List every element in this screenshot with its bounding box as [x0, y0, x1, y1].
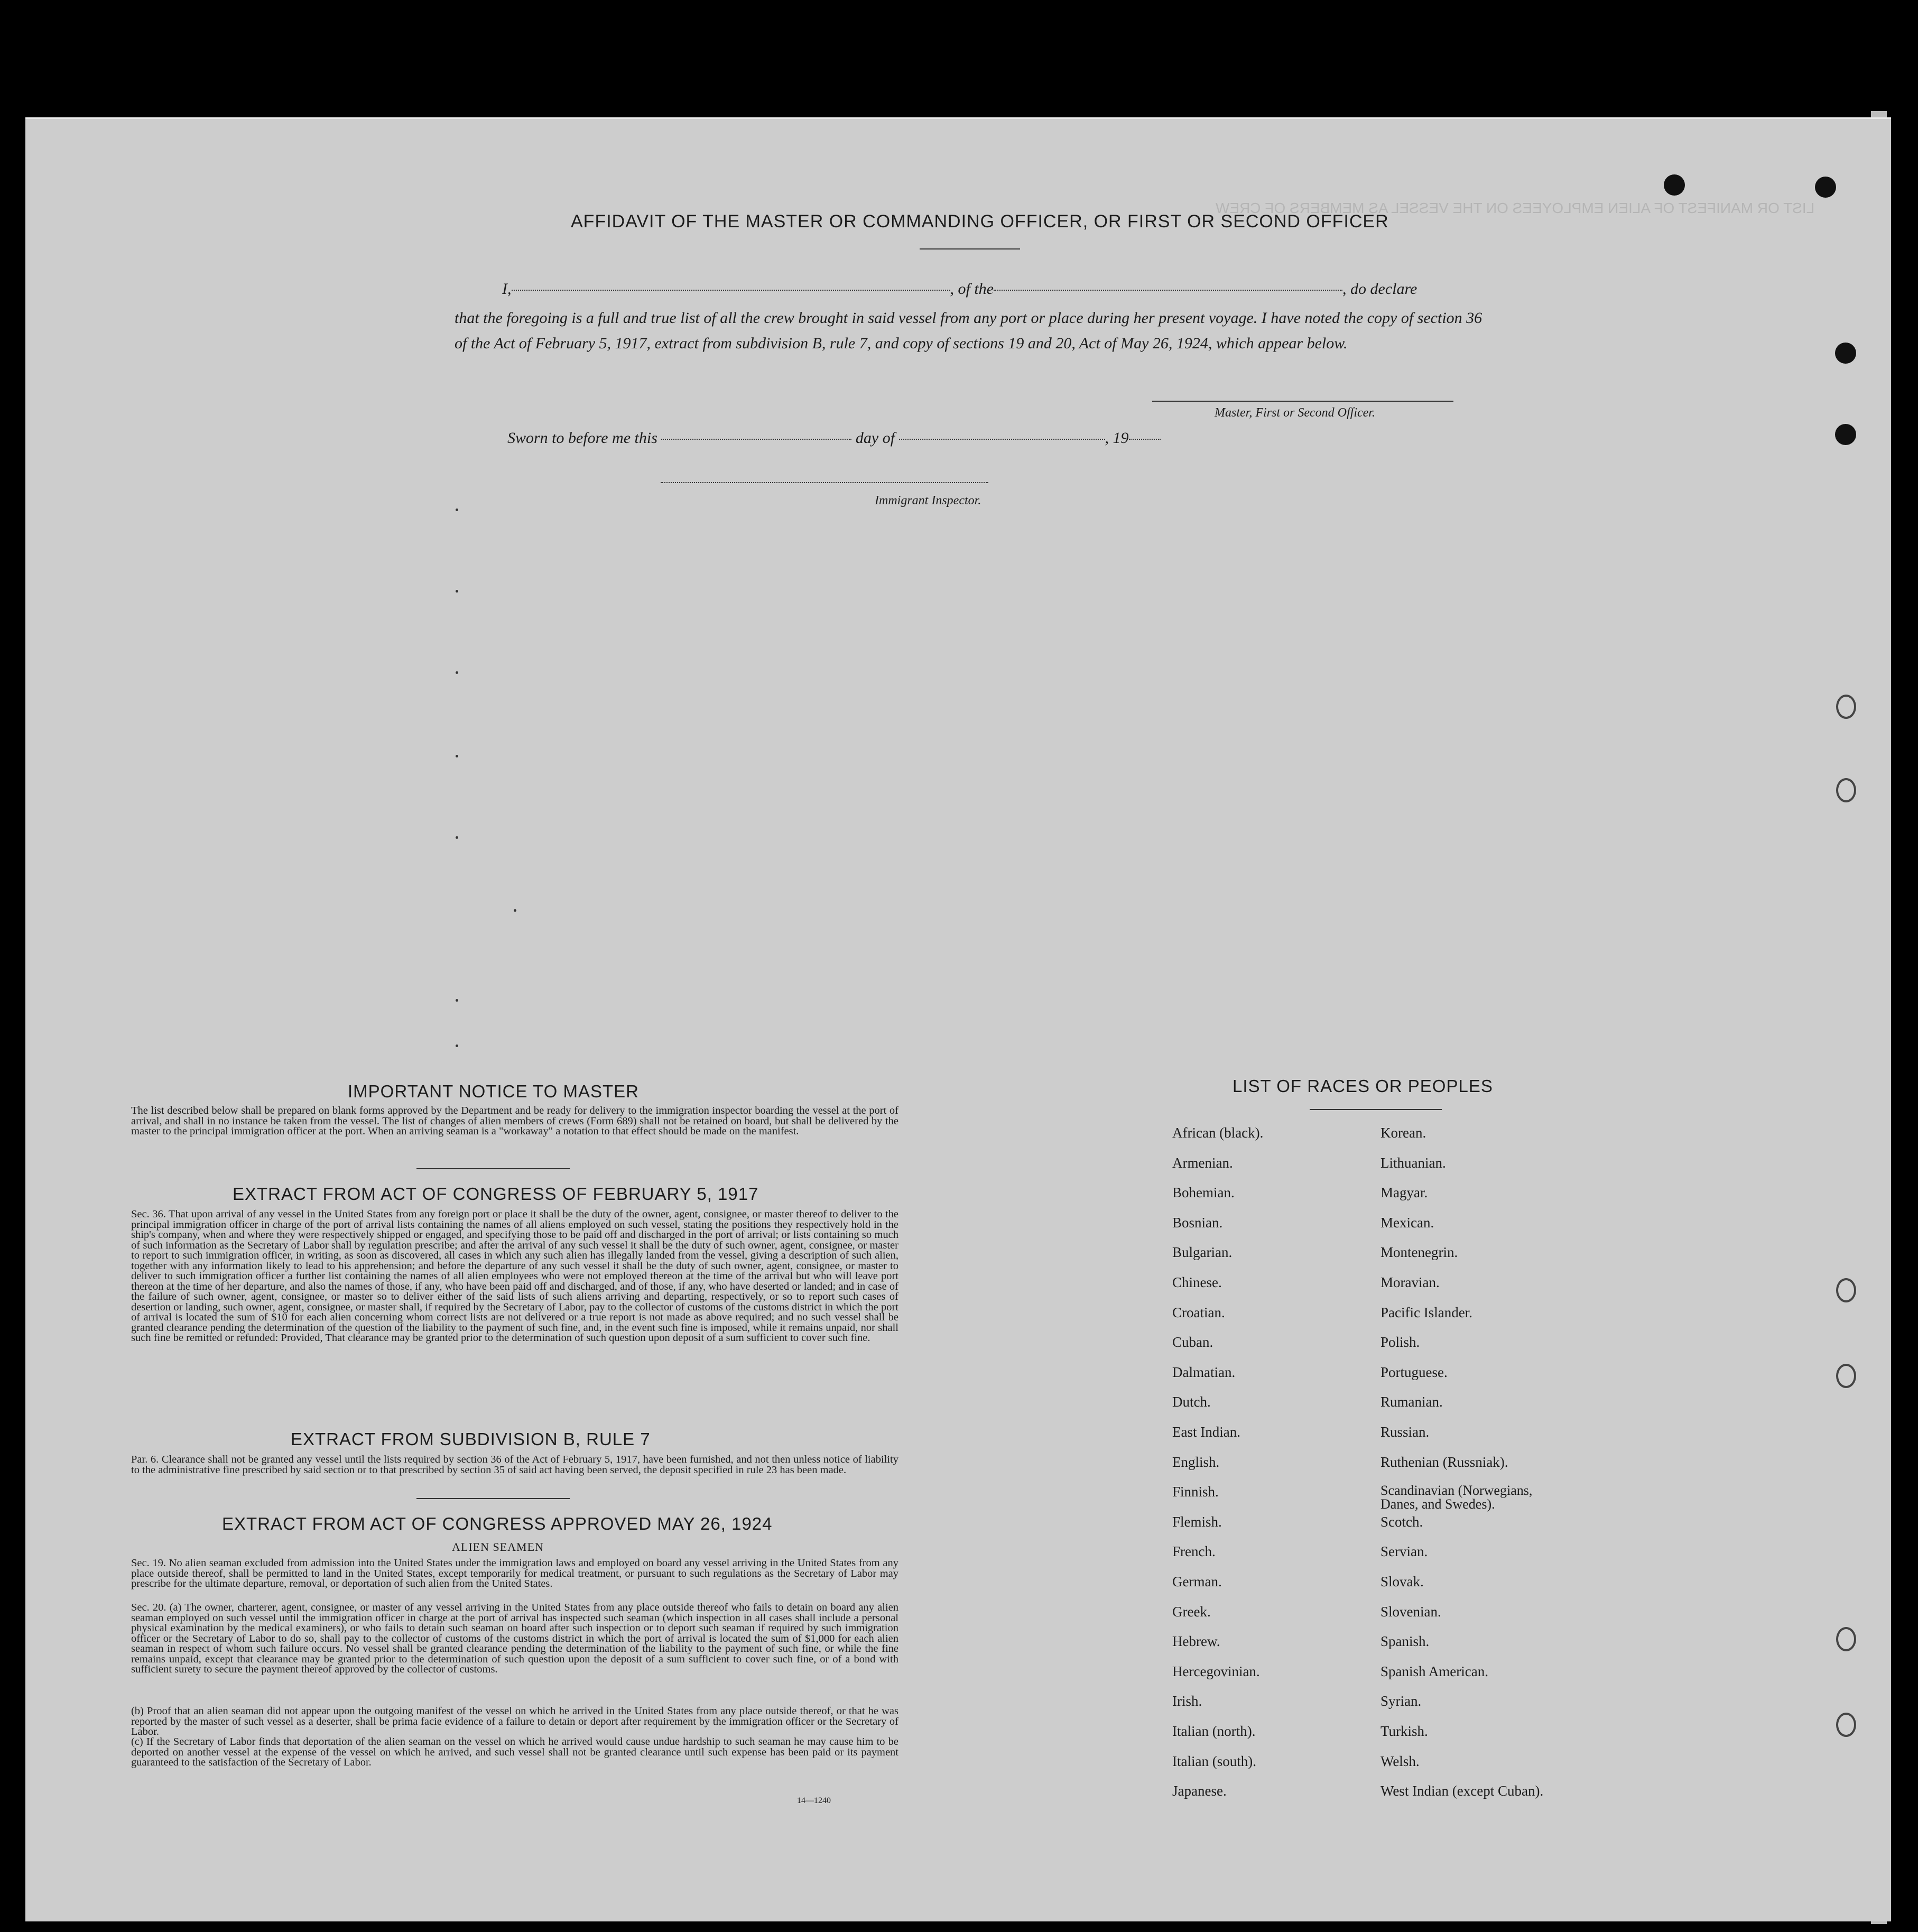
race-item: English.: [1172, 1454, 1220, 1470]
signature-caption: Master, First or Second Officer.: [1215, 406, 1375, 420]
race-item: Japanese.: [1172, 1783, 1227, 1799]
race-item: Spanish.: [1380, 1633, 1430, 1650]
race-item: Servian.: [1380, 1543, 1428, 1560]
ink-dot: [456, 1044, 458, 1047]
ink-dot: [514, 909, 516, 912]
extract-rule7-text: Par. 6. Clearance shall not be granted any vessel until the lists required by section 36 of the Act of February 5, 1917, have been furnished, and not then unless notice of liability to the administrative fine prescribed by said section or to that prescribed by section 35 of said act having been served, the deposit specified in rule 23 has been made.: [131, 1454, 898, 1476]
of-the-label: , of the: [950, 280, 994, 298]
inspector-caption: Immigrant Inspector.: [875, 494, 981, 507]
race-item: Finnish.: [1172, 1484, 1219, 1500]
divider: [416, 1498, 570, 1499]
vessel-name-field[interactable]: [994, 290, 1342, 291]
sec-20c-text: (c) If the Secretary of Labor finds that deportation of the alien seaman on the vessel on which he arrived would cause undue hardship to such seaman he may cause him to be deported on another vessel at the expense of the vessel on which he arrived, and such vessel shall not be granted clearance until such expense has been paid or its payment guaranteed to the satisfaction of the Secretary of Labor.: [131, 1736, 898, 1768]
race-item: East Indian.: [1172, 1424, 1240, 1440]
race-item: Pacific Islander.: [1380, 1304, 1472, 1320]
notice-text: The list described below shall be prepared on blank forms approved by the Department and be ready for delivery to the immigration inspector boarding the vessel at the port of arrival, and shall in no instance be taken from the vessel. The list of changes of alien members of crews (Form 689) shall not be retained on board, but shall be delivered by the master to the principal immigration officer at the port. When an arriving seaman is a "workaway" a notation to that effect should be made on the manifest.: [131, 1105, 898, 1137]
punch-hole: [1836, 1627, 1856, 1651]
declarant-name-field[interactable]: [512, 290, 950, 291]
sworn-prefix: Sworn to before me this: [507, 429, 657, 447]
race-item: Scandinavian (Norwegians, Danes, and Swedes).: [1380, 1483, 1533, 1512]
race-item: Korean.: [1380, 1125, 1426, 1141]
race-item: Portuguese.: [1380, 1364, 1448, 1380]
race-item: Chinese.: [1172, 1274, 1222, 1290]
sworn-year-field[interactable]: [1129, 439, 1161, 440]
race-item: Cuban.: [1172, 1334, 1213, 1351]
race-item: Lithuanian.: [1380, 1154, 1446, 1171]
race-item: Mexican.: [1380, 1214, 1434, 1231]
ink-dot: [456, 836, 458, 839]
extract-rule7-heading: EXTRACT FROM SUBDIVISION B, RULE 7: [291, 1429, 651, 1449]
race-item: Hebrew.: [1172, 1633, 1220, 1650]
race-item: Croatian.: [1172, 1304, 1225, 1320]
sec-20b-text: (b) Proof that an alien seaman did not appear upon the outgoing manifest of the vessel on which he arrived in the United States from any place outside thereof, or that he was reported by the master of such vessel as a deserter, shall be prima facie evidence of a failure to detain or deport after requirement by the immigration officer or the Secretary of Labor.: [131, 1705, 898, 1737]
race-item: Dalmatian.: [1172, 1364, 1236, 1380]
do-declare-label: , do declare: [1342, 280, 1417, 298]
punch-hole: [1836, 1713, 1856, 1737]
race-item: Turkish.: [1380, 1723, 1428, 1739]
race-item: Irish.: [1172, 1693, 1202, 1709]
race-item: Ruthenian (Russniak).: [1380, 1454, 1508, 1470]
punch-hole: [1835, 424, 1856, 445]
affidavit-first-line: [502, 280, 1417, 298]
race-item: Polish.: [1380, 1334, 1420, 1351]
race-item: Armenian.: [1172, 1154, 1233, 1171]
sworn-line: [507, 429, 1161, 447]
race-item: Russian.: [1380, 1424, 1430, 1440]
declarant-i: I,: [502, 280, 512, 298]
punch-hole: [1836, 778, 1856, 802]
sworn-month-field[interactable]: [899, 439, 1105, 440]
race-item: Syrian.: [1380, 1693, 1422, 1709]
notice-heading: IMPORTANT NOTICE TO MASTER: [348, 1081, 640, 1101]
punch-hole: [1836, 1364, 1856, 1388]
race-item: Flemish.: [1172, 1513, 1222, 1530]
sec-19-text: Sec. 19. No alien seaman excluded from admission into the United States under the immigration laws and employed on board any vessel arriving in the United States from any place outside thereof, shall be permitted to land in the United States, except temporarily for medical treatment, or pursuant to such regulations as the Secretary of Labor may prescribe for the ultimate departure, removal, or deportation of such alien from the United States.: [131, 1557, 898, 1589]
sworn-day-label: day of: [855, 429, 895, 447]
bleedthrough-text: LIST OR MANIFEST OF ALIEN EMPLOYEES ON THE VESSEL AS MEMBERS OF CREW: [1216, 200, 1815, 216]
race-item: Slovenian.: [1380, 1603, 1441, 1620]
race-item: African (black).: [1172, 1125, 1264, 1141]
divider: [1310, 1109, 1442, 1110]
race-item: West Indian (except Cuban).: [1380, 1783, 1544, 1799]
extract-1917-heading: EXTRACT FROM ACT OF CONGRESS OF FEBRUARY 5, 1917: [233, 1184, 759, 1204]
race-item: Bohemian.: [1172, 1185, 1235, 1201]
race-item: Italian (north).: [1172, 1723, 1256, 1739]
sec-20a-text: Sec. 20. (a) The owner, charterer, agent, consignee, or master of any vessel arriving in the United States from any place outside thereof who fails to detain on board any alien seaman employed on such vessel until the immigration officer in charge at the port of arrival has inspected such seaman (which inspection in all cases shall include a personal physical examination by the medical examiners), or who fails to detain such seaman on board after such inspection or to deport such seaman if required by such immigration officer or the Secretary of Labor to do so, shall pay to the collector of customs of the customs district in which the port of arrival is located the sum of $1,000 for each alien seaman in respect of whom such failure occurs. No vessel shall be granted clearance pending the determination of the liability to the payment of such fine, or while the fine remains unpaid, except that clearance may be granted prior to the determination of such question upon the deposit of a sum sufficient to cover such fine, or of a bond with sufficient surety to secure the payment thereof approved by the collector of customs.: [131, 1602, 898, 1675]
race-item: Italian (south).: [1172, 1753, 1256, 1769]
punch-hole: [1664, 174, 1685, 196]
race-item: Bosnian.: [1172, 1214, 1223, 1231]
race-item: Bulgarian.: [1172, 1244, 1233, 1261]
affidavit-heading: AFFIDAVIT OF THE MASTER OR COMMANDING OFFICER, OR FIRST OR SECOND OFFICER: [571, 211, 1389, 232]
affidavit-declaration: that the foregoing is a full and true list of all the crew brought in said vessel from any port or place during her present voyage. I have noted the copy of section 36 of the Act of February 5, 1917, extract from subdivision B, rule 7, and copy of sections 19 and 20, Act of May 26, 1924, which appear below.: [455, 309, 1482, 352]
sworn-day-field[interactable]: [661, 439, 851, 440]
race-item: Spanish American.: [1380, 1663, 1488, 1679]
race-item: Slovak.: [1380, 1574, 1424, 1589]
race-item: Montenegrin.: [1380, 1244, 1458, 1261]
ink-dot: [456, 999, 458, 1002]
punch-hole: [1815, 177, 1836, 198]
races-heading: LIST OF RACES OR PEOPLES: [1233, 1076, 1493, 1096]
inspector-signature-line: [661, 482, 988, 483]
form-number: 14—1240: [797, 1796, 831, 1805]
race-item: Moravian.: [1380, 1274, 1440, 1290]
race-item: Greek.: [1172, 1603, 1211, 1620]
race-item: French.: [1172, 1543, 1216, 1560]
signature-line: [1152, 401, 1453, 402]
ink-dot: [456, 590, 458, 593]
race-item: Magyar.: [1380, 1185, 1428, 1201]
race-item: Dutch.: [1172, 1394, 1211, 1410]
extract-1924-heading: EXTRACT FROM ACT OF CONGRESS APPROVED MAY 26, 1924: [222, 1514, 773, 1533]
punch-hole: [1836, 695, 1856, 719]
divider: [416, 1168, 570, 1169]
punch-hole: [1835, 343, 1856, 364]
race-item: Rumanian.: [1380, 1394, 1443, 1410]
ink-dot: [456, 755, 458, 757]
alien-seamen-subheading: ALIEN SEAMEN: [452, 1540, 544, 1554]
race-item: Welsh.: [1380, 1753, 1420, 1769]
race-item: German.: [1172, 1574, 1222, 1589]
divider: [920, 248, 1020, 249]
race-item: Hercegovinian.: [1172, 1663, 1260, 1679]
sworn-year-label: , 19: [1105, 429, 1129, 447]
punch-hole: [1836, 1278, 1856, 1302]
race-item: Scotch.: [1380, 1513, 1423, 1530]
ink-dot: [456, 671, 458, 674]
ink-dot: [456, 509, 458, 511]
extract-1917-text: Sec. 36. That upon arrival of any vessel in the United States from any foreign port or place it shall be the duty of the owner, agent, consignee, or master thereof to deliver to the principal immigration officer in charge of the port of arrival lists containing the names of all aliens employed on such vessel, stating the positions they respectively hold in the ship's company, when and where they were respectively shipped or engaged, and specifying those to be paid off and discharged in the port of arrival; or lists containing so much of such information as the Secretary of Labor shall by regulation prescribe; and after the arrival of any such vessel it shall be the duty of such owner, agent, consignee, or master to report to such immigration officer, in writing, as soon as discovered, all cases in which any such alien has illegally landed from the vessel, giving a description of such alien, together with any information likely to lead to his apprehension; and before the departure of any such vessel it shall be the duty of such owner, agent, consignee, or master to deliver to such immigration officer a further list containing the names of all alien employees who were not employed thereon at the time of the arrival but who will leave port thereon at the time of her departure, and also the names of those, if any, who have been paid off and discharged, and of those, if any, who have deserted or landed; and in case of the failure of such owner, agent, consignee, or master so to deliver either of the said lists of such aliens arriving and departing, respectively, or so to report such cases of desertion or landing, such owner, agent, consignee, or master shall, if required by the Secretary of Labor, pay to the collector of customs of the customs district in which the port of arrival is located the sum of $10 for each alien concerning whom correct lists are not delivered or a true report is not made as above required; and no such vessel shall be granted clearance pending the determination of the question of the liability to the payment of such fine, and, in the event such fine is imposed, while it remains unpaid, nor shall such fine be remitted or refunded: Provided, That clearance may be granted prior to the determination of such question upon deposit of a sum sufficient to cover such fine.: [131, 1208, 898, 1344]
